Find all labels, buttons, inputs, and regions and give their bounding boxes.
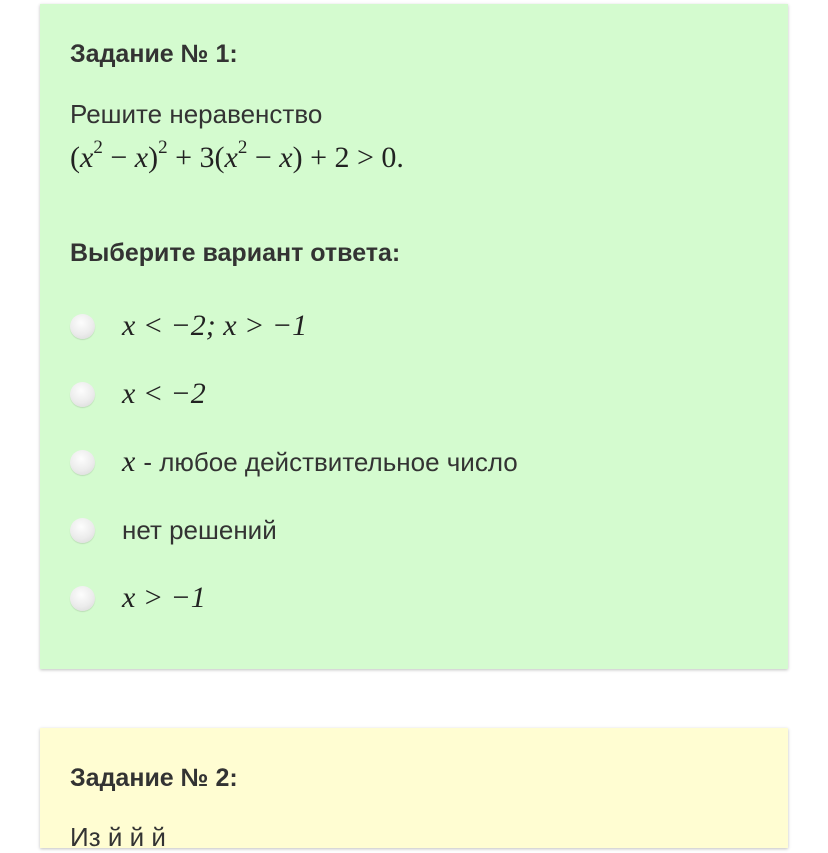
answer-option-3[interactable] xyxy=(70,428,770,496)
option-text: - любое действительное число xyxy=(143,447,518,477)
radio-button[interactable] xyxy=(70,314,95,339)
option-label xyxy=(122,309,307,343)
task-title: Задание № 1: xyxy=(70,40,238,68)
answer-option-1[interactable] xyxy=(70,292,770,360)
choose-answer-label: Выберите вариант ответа: xyxy=(70,239,401,267)
task-title: Задание № 2: xyxy=(70,764,238,792)
answer-option-5[interactable] xyxy=(70,564,770,632)
task-prompt: Решите неравенство xyxy=(70,99,323,129)
task-card-1 xyxy=(40,4,788,669)
option-math: x < −2 xyxy=(122,377,206,410)
option-label xyxy=(122,515,277,546)
option-math: x > −1 xyxy=(122,581,206,614)
inequality-formula: $(x^2 - x)^2 + 3(x^2 - x) + 2 > 0$. xyxy=(70,136,404,174)
answer-option-2[interactable] xyxy=(70,360,770,428)
radio-button[interactable] xyxy=(70,518,95,543)
radio-button[interactable] xyxy=(70,382,95,407)
option-label xyxy=(122,377,206,411)
answer-option-4[interactable] xyxy=(70,496,770,564)
answer-options xyxy=(70,292,770,632)
option-text: нет решений xyxy=(122,514,277,545)
radio-button[interactable] xyxy=(70,450,95,475)
option-label xyxy=(122,581,206,615)
task-prompt-partial: Из й й й xyxy=(70,822,166,852)
radio-button[interactable] xyxy=(70,586,95,611)
task-card-2 xyxy=(40,728,788,852)
option-math: x < −2; x > −1 xyxy=(122,309,308,342)
option-label xyxy=(122,445,518,479)
option-math-variable: x xyxy=(122,445,136,478)
